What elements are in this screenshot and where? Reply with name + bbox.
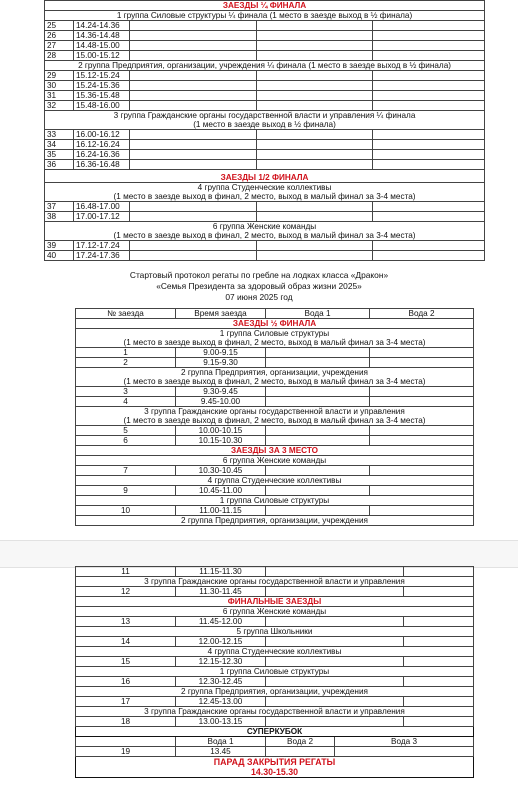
table-row: 40 17.24-17.36	[45, 251, 485, 261]
quarterfinal-table	[44, 0, 485, 261]
table-row: 15 12.15-12.30	[76, 657, 474, 667]
group-subheader: (1 место в заезде выход в ½ финала)	[45, 120, 485, 130]
third-place-heading: ЗАЕЗДЫ ЗА 3 МЕСТО	[76, 446, 474, 456]
table-row: 33 16.00-16.12	[45, 130, 485, 140]
table-row: 35 16.24-16.36	[45, 150, 485, 160]
table-row: 27 14.48-15.00	[45, 41, 485, 51]
group-header: 1 группа Силовые структуры	[76, 496, 474, 506]
header-date: 07 июня 2025 год	[225, 292, 293, 302]
group-header: 1 группа Силовые структуры	[76, 667, 474, 677]
group-header: 5 группа Школьники	[76, 627, 474, 637]
table-row: 32 15.48-16.00	[45, 101, 485, 111]
document-header	[0, 270, 518, 303]
header-line-2: «Семья Президента за здоровый образ жизни 2025»	[156, 281, 362, 291]
group-subheader: (1 место в заезде выход в финал, 2 место, выход в малый финал за 3-4 места)	[45, 192, 485, 202]
group-header: 2 группа Предприятия, организации, учреждения	[76, 687, 474, 697]
semifinal-heading: ЗАЕЗДЫ 1/2 ФИНАЛА	[45, 170, 485, 183]
group-header: 6 группа Женские команды	[76, 607, 474, 617]
semifinal-table	[75, 308, 474, 526]
table-row: 14 12.00-12.15	[76, 637, 474, 647]
table-row: 4 9.45-10.00	[76, 397, 474, 407]
table-row: 10 11.00-11.15	[76, 506, 474, 516]
table-row: 28 15.00-15.12	[45, 51, 485, 61]
table-row: 30 15.24-15.36	[45, 81, 485, 91]
table-row: 18 13.00-13.15	[76, 717, 474, 727]
table-row: 1 9.00-9.15	[76, 348, 474, 358]
column-headers: № заезда Время заезда Вода 1 Вода 2	[76, 309, 474, 319]
group-header: 6 группа Женские команды	[76, 456, 474, 466]
table-row: 34 16.12-16.24	[45, 140, 485, 150]
table-row: 9 10.45-11.00	[76, 486, 474, 496]
header-line-1: Стартовый протокол регаты по гребле на лодках класса «Дракон»	[129, 270, 389, 280]
group-header: 6 группа Женские команды	[45, 222, 485, 232]
group-header: 3 группа Гражданские органы государственной власти и управления	[76, 577, 474, 587]
group-header: 2 группа Предприятия, организации, учреждения ¼ финала (1 место в заезде выход в ½ финала)	[45, 61, 485, 71]
table-row: 29 15.12-15.24	[45, 71, 485, 81]
quarterfinal-heading: ЗАЕЗДЫ ¼ ФИНАЛА	[45, 1, 485, 11]
page-break	[0, 540, 518, 568]
table-row: 11 11.15-11.30	[76, 567, 474, 577]
group-header: 4 группа Студенческие коллективы	[76, 647, 474, 657]
group-subheader: (1 место в заезде выход в финал, 2 место, выход в малый финал за 3-4 места)	[76, 416, 474, 426]
table-row: 3 9.30-9.45	[76, 387, 474, 397]
table-row: 25 14.24-14.36	[45, 21, 485, 31]
table-row: 31 15.36-15.48	[45, 91, 485, 101]
group-header: 3 группа Гражданские органы государственной власти и управления	[76, 407, 474, 417]
table-row: 39 17.12-17.24	[45, 241, 485, 251]
table-row: 13 11.45-12.00	[76, 617, 474, 627]
closing-parade-title: ПАРАД ЗАКРЫТИЯ РЕГАТЫ	[213, 757, 336, 767]
table-row: 36 16.36-16.48	[45, 160, 485, 170]
closing-parade-time: 14.30-15.30	[251, 767, 298, 777]
group-subheader: (1 место в заезде выход в финал, 2 место, выход в малый финал за 3-4 места)	[45, 231, 485, 241]
table-row: 12 11.30-11.45	[76, 587, 474, 597]
table-row: 26 14.36-14.48	[45, 31, 485, 41]
table-row: 17 12.45-13.00	[76, 697, 474, 707]
closing-parade	[76, 757, 474, 778]
group-header: 2 группа Предприятия, организации, учреждения	[76, 368, 474, 378]
group-header: 1 группа Силовые структуры	[76, 329, 474, 339]
table-row: 37 16.48-17.00	[45, 202, 485, 212]
supercup-heading: СУПЕРКУБОК	[76, 727, 474, 737]
table-row: 6 10.15-10.30	[76, 436, 474, 446]
column-headers: Вода 1 Вода 2 Вода 3	[76, 737, 474, 747]
table-row: 2 9.15-9.30	[76, 358, 474, 368]
group-header: 4 группа Студенческие коллективы	[45, 183, 485, 193]
table-row: 19 13.45	[76, 747, 474, 757]
table-row: 5 10.00-10.15	[76, 426, 474, 436]
group-header: 2 группа Предприятия, организации, учреждения	[76, 516, 474, 526]
group-header: 4 группа Студенческие коллективы	[76, 476, 474, 486]
group-header: 3 группа Гражданские органы государственной власти и управления	[76, 707, 474, 717]
final-table	[75, 566, 474, 778]
group-header: 3 группа Гражданские органы государственной власти и управления ¼ финала	[45, 111, 485, 121]
group-header: 1 группа Силовые структуры ¼ финала (1 место в заезде выход в ½ финала)	[45, 11, 485, 21]
semifinal-heading: ЗАЕЗДЫ ½ ФИНАЛА	[76, 319, 474, 329]
table-row: 38 17.00-17.12	[45, 212, 485, 222]
table-row: 7 10.30-10.45	[76, 466, 474, 476]
group-subheader: (1 место в заезде выход в финал, 2 место, выход в малый финал за 3-4 места)	[76, 338, 474, 348]
final-heading: ФИНАЛЬНЫЕ ЗАЕЗДЫ	[76, 597, 474, 607]
group-subheader: (1 место в заезде выход в финал, 2 место, выход в малый финал за 3-4 места)	[76, 377, 474, 387]
table-row: 16 12.30-12.45	[76, 677, 474, 687]
